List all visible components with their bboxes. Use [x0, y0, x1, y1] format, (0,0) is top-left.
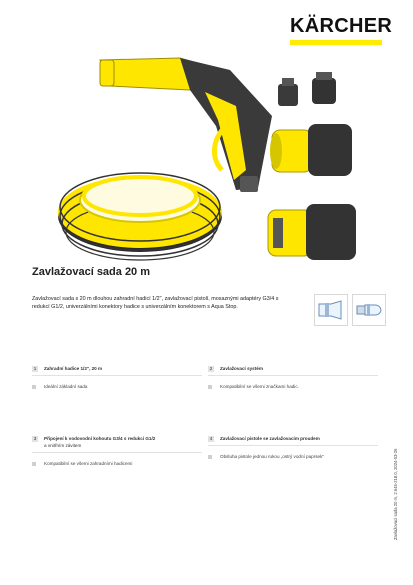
feature-4 [208, 436, 378, 459]
divider [32, 375, 202, 376]
hose-connector-icon [270, 124, 352, 176]
product-title: Zavlažovací sada 20 m [32, 266, 151, 278]
connector-diagram [314, 294, 386, 324]
feature-number: 3 [33, 436, 37, 441]
feature-title: Připojení k vodovodní kohoutu G3/4 s redukcí G1/2 [44, 436, 156, 441]
feature-number: 4 [209, 436, 213, 441]
feature-title: Zavlažovací systém [220, 366, 263, 371]
feature-number: 2 [209, 366, 213, 371]
side-product-code: Zavlažovací sada 20 m, 2.645-218.0, 2024-03-26 [393, 448, 398, 540]
product-description: Zavlažovací sada s 20 m dlouhou zahradní hadicí 1/2", zavlažovací pistolí, mosaznými adaptéry G3/4 s redukcí G1/2, univerzálními konektory hadice s univerzálním konektorem s Aqua Stop. [32, 296, 279, 310]
bullet-icon [32, 385, 36, 389]
divider [208, 375, 378, 376]
feature-bullet: Kompatibilní se všemi značkami hadic. [220, 384, 299, 389]
spray-nozzle-diagram-icon [314, 294, 348, 326]
feature-title: Zavlažovací pistole se zavlažovacím proudem [220, 436, 320, 441]
feature-bullet: Kompatibilní se všemi zahradními hadicemi [44, 461, 133, 466]
divider [208, 445, 378, 446]
connector-diagram-icon [352, 294, 386, 326]
feature-title: Zahradní hadice 1/2", 20 m [44, 366, 103, 371]
feature-bullet: Ideální základní sada [44, 384, 88, 389]
feature-1 [32, 366, 202, 389]
hose-coil-icon [58, 173, 222, 260]
bullet-icon [32, 462, 36, 466]
feature-bullet: Obsluha pistole jednou rukou „ostrý vodní paprsek“ [220, 454, 324, 459]
feature-3 [32, 436, 202, 466]
feature-2 [208, 366, 378, 389]
feature-number: 1 [33, 366, 37, 371]
bullet-icon [208, 455, 212, 459]
spray-gun-icon [100, 58, 272, 192]
bullet-icon [208, 385, 212, 389]
aqua-stop-connector-icon [268, 204, 356, 260]
product-image [40, 20, 380, 265]
logo-text: KÄRCHER [290, 15, 393, 37]
tap-adapter-icon [278, 72, 336, 106]
feature-subtitle: a vnitřním závitem [44, 443, 82, 448]
divider [32, 452, 202, 453]
